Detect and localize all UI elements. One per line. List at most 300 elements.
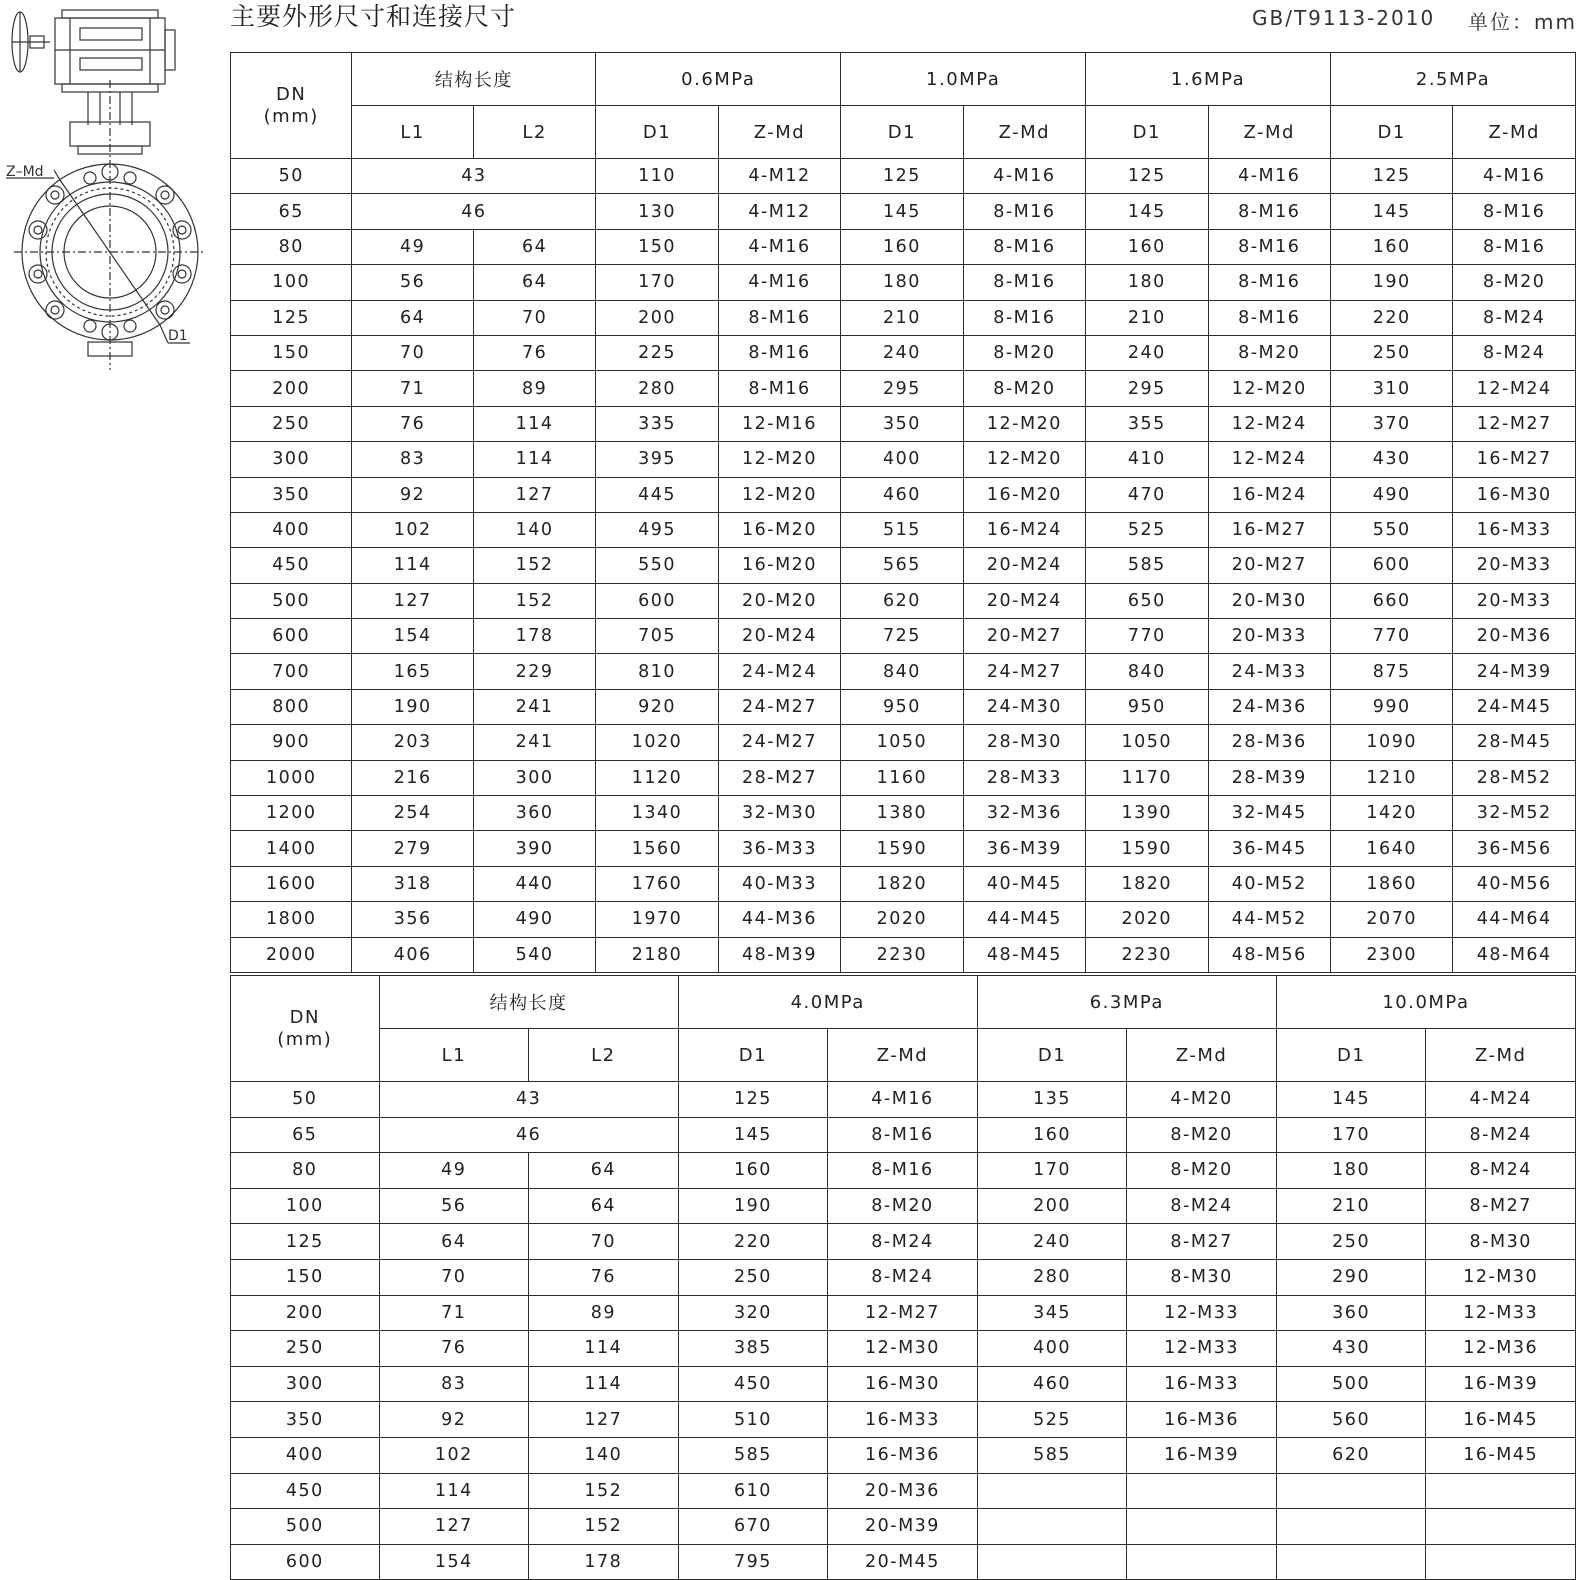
table-cell: 145 [1086, 194, 1208, 229]
table-cell: 12-M33 [1426, 1295, 1576, 1331]
table-cell: 8-M16 [718, 335, 840, 370]
table-cell: 318 [352, 866, 473, 901]
table-cell: 89 [473, 371, 595, 406]
table-row [231, 831, 1576, 866]
table-cell: 400 [977, 1331, 1127, 1367]
table-cell: 16-M33 [1127, 1366, 1277, 1402]
table-cell: 16-M24 [1208, 477, 1330, 512]
table-cell: 20-M33 [1453, 583, 1576, 618]
table-cell: 36-M33 [718, 831, 840, 866]
table-row [231, 1188, 1576, 1224]
table-cell: 550 [1330, 512, 1452, 547]
table-cell: 4-M16 [718, 265, 840, 300]
length-merged-cell: 46 [379, 1117, 678, 1153]
table-row [231, 512, 1576, 547]
table-row [231, 866, 1576, 901]
column-header: D1 [977, 1029, 1127, 1082]
table-row [231, 1473, 1576, 1509]
dn-cell: 450 [231, 1473, 380, 1509]
table-cell: 28-M52 [1453, 760, 1576, 795]
table-cell: 875 [1330, 654, 1452, 689]
table-cell: 770 [1330, 619, 1452, 654]
dn-cell: 600 [231, 1544, 380, 1580]
table-cell: 356 [352, 902, 473, 937]
table-cell: 585 [1086, 548, 1208, 583]
table-cell: 950 [1086, 689, 1208, 724]
table-cell: 70 [352, 335, 473, 370]
table-cell: 24-M33 [1208, 654, 1330, 689]
d1-label: D1 [168, 328, 188, 344]
table-cell: 1390 [1086, 796, 1208, 831]
table-cell: 460 [841, 477, 963, 512]
table-cell: 12-M24 [1453, 371, 1576, 406]
table-cell: 12-M20 [718, 477, 840, 512]
table-cell: 8-M20 [963, 371, 1085, 406]
table-cell: 320 [678, 1295, 828, 1331]
table-cell: 8-M30 [1127, 1259, 1277, 1295]
table-cell: 660 [1330, 583, 1452, 618]
table-cell: 280 [596, 371, 718, 406]
table-cell: 8-M20 [1453, 265, 1576, 300]
dn-cell: 500 [231, 583, 352, 618]
table-cell: 48-M45 [963, 937, 1085, 972]
table-row [231, 1544, 1576, 1580]
table-cell: 152 [473, 548, 595, 583]
table-cell: 16-M24 [963, 512, 1085, 547]
column-header: L1 [379, 1029, 529, 1082]
table-cell: 335 [596, 406, 718, 441]
table-cell: 240 [977, 1224, 1127, 1260]
table-cell: 795 [678, 1544, 828, 1580]
table-cell: 12-M24 [1208, 442, 1330, 477]
table-cell: 430 [1276, 1331, 1426, 1367]
table-cell: 8-M27 [1127, 1224, 1277, 1260]
table-cell: 400 [841, 442, 963, 477]
table-cell: 2230 [1086, 937, 1208, 972]
table-cell: 71 [352, 371, 473, 406]
table-cell: 12-M20 [1208, 371, 1330, 406]
table-cell: 16-M27 [1453, 442, 1576, 477]
dn-header: DN [289, 1006, 320, 1028]
table-cell: 127 [352, 583, 473, 618]
stem-icon [70, 80, 150, 370]
table-cell: 16-M39 [1426, 1366, 1576, 1402]
column-header: D1 [1330, 106, 1452, 159]
table-cell: 16-M30 [828, 1366, 978, 1402]
table-cell: 12-M30 [1426, 1259, 1576, 1295]
column-header: Z-Md [718, 106, 840, 159]
table-cell: 20-M39 [828, 1509, 978, 1545]
table-cell: 1380 [841, 796, 963, 831]
table-cell: 36-M45 [1208, 831, 1330, 866]
table-cell: 8-M27 [1426, 1188, 1576, 1224]
table-cell: 12-M20 [718, 442, 840, 477]
table-cell: 12-M33 [1127, 1295, 1277, 1331]
table-cell: 229 [473, 654, 595, 689]
table-cell: 145 [841, 194, 963, 229]
table-cell: 241 [473, 689, 595, 724]
table-cell: 160 [1330, 229, 1452, 264]
table-cell: 44-M45 [963, 902, 1085, 937]
table-cell: 220 [1330, 300, 1452, 335]
table-row [231, 1117, 1576, 1153]
dn-cell: 65 [231, 1117, 380, 1153]
table-cell: 160 [977, 1117, 1127, 1153]
table-cell: 190 [678, 1188, 828, 1224]
table-cell: 180 [841, 265, 963, 300]
table-row [231, 1437, 1576, 1473]
dn-cell: 1200 [231, 796, 352, 831]
pressure-header: 10.0MPa [1276, 976, 1575, 1029]
dimensions-table-high-pressure [230, 975, 1576, 1580]
table-cell: 76 [473, 335, 595, 370]
table-row [231, 1402, 1576, 1438]
dn-cell: 1600 [231, 866, 352, 901]
table-cell: 44-M64 [1453, 902, 1576, 937]
dn-cell: 1000 [231, 760, 352, 795]
table-cell: 250 [1276, 1224, 1426, 1260]
length-merged-cell: 43 [352, 159, 596, 194]
table-cell: 250 [678, 1259, 828, 1295]
table-cell: 295 [1086, 371, 1208, 406]
table-row [231, 689, 1576, 724]
table-cell: 210 [1086, 300, 1208, 335]
table-cell: 24-M27 [718, 689, 840, 724]
column-header: L2 [529, 1029, 679, 1082]
table-row [231, 406, 1576, 441]
table-cell: 20-M24 [963, 583, 1085, 618]
dn-cell: 2000 [231, 937, 352, 972]
table-cell: 28-M45 [1453, 725, 1576, 760]
table-cell: 450 [678, 1366, 828, 1402]
table-cell: 145 [1330, 194, 1452, 229]
table-cell: 216 [352, 760, 473, 795]
table-cell: 16-M33 [1453, 512, 1576, 547]
dn-cell: 900 [231, 725, 352, 760]
table-cell: 1050 [841, 725, 963, 760]
table-cell: 770 [1086, 619, 1208, 654]
table-row [231, 371, 1576, 406]
table-cell: 8-M16 [1208, 229, 1330, 264]
table-cell: 2230 [841, 937, 963, 972]
table-cell: 70 [473, 300, 595, 335]
table-cell: 20-M20 [718, 583, 840, 618]
table-cell: 200 [977, 1188, 1127, 1224]
table-cell: 460 [977, 1366, 1127, 1402]
table-cell: 8-M16 [963, 265, 1085, 300]
column-header: Z-Md [1127, 1029, 1277, 1082]
table-cell: 1970 [596, 902, 718, 937]
table-cell: 1590 [841, 831, 963, 866]
table-cell: 4-M12 [718, 159, 840, 194]
table-cell: 152 [529, 1509, 679, 1545]
column-header: D1 [1276, 1029, 1426, 1082]
column-header: Z-Md [1208, 106, 1330, 159]
table-cell: 92 [379, 1402, 529, 1438]
table-cell: 385 [678, 1331, 828, 1367]
table-cell: 2180 [596, 937, 718, 972]
sub-header-row [231, 1029, 1576, 1082]
table-cell [1276, 1473, 1426, 1509]
table-cell [977, 1473, 1127, 1509]
dn-header-cell [231, 53, 352, 159]
table-cell: 125 [678, 1082, 828, 1118]
table-cell: 125 [841, 159, 963, 194]
dn-unit: (mm) [263, 105, 319, 127]
table-cell: 135 [977, 1082, 1127, 1118]
table-cell: 64 [379, 1224, 529, 1260]
table-cell: 76 [529, 1259, 679, 1295]
table-cell [1127, 1509, 1277, 1545]
table-cell: 64 [352, 300, 473, 335]
table-cell [1426, 1473, 1576, 1509]
table-cell: 610 [678, 1473, 828, 1509]
table-cell: 4-M16 [1453, 159, 1576, 194]
table-cell: 114 [473, 406, 595, 441]
table-cell: 92 [352, 477, 473, 512]
table-cell: 390 [473, 831, 595, 866]
table-cell: 1420 [1330, 796, 1452, 831]
table-cell: 48-M64 [1453, 937, 1576, 972]
dn-cell: 100 [231, 1188, 380, 1224]
column-header: Z-Md [828, 1029, 978, 1082]
table-cell: 1120 [596, 760, 718, 795]
table-cell: 1590 [1086, 831, 1208, 866]
table-cell: 510 [678, 1402, 828, 1438]
table-cell: 127 [379, 1509, 529, 1545]
table-cell: 16-M30 [1453, 477, 1576, 512]
table-cell: 525 [977, 1402, 1127, 1438]
table-cell: 64 [529, 1153, 679, 1189]
length-merged-cell: 43 [379, 1082, 678, 1118]
table-cell: 8-M20 [1127, 1117, 1277, 1153]
table-cell: 620 [1276, 1437, 1426, 1473]
table-cell: 127 [529, 1402, 679, 1438]
table-cell [1127, 1473, 1277, 1509]
dn-cell: 80 [231, 229, 352, 264]
table-cell: 20-M45 [828, 1544, 978, 1580]
table-cell: 28-M33 [963, 760, 1085, 795]
pressure-header: 6.3MPa [977, 976, 1276, 1029]
table-cell: 170 [596, 265, 718, 300]
table-cell: 4-M20 [1127, 1082, 1277, 1118]
table-cell [1127, 1544, 1277, 1580]
table-cell: 12-M24 [1208, 406, 1330, 441]
table-cell: 127 [473, 477, 595, 512]
table-cell: 32-M36 [963, 796, 1085, 831]
table-cell: 160 [678, 1153, 828, 1189]
table-cell: 89 [529, 1295, 679, 1331]
table-cell: 70 [529, 1224, 679, 1260]
gearbox-icon [55, 10, 175, 92]
table-cell: 83 [379, 1366, 529, 1402]
table-cell: 8-M24 [1453, 335, 1576, 370]
table-cell: 490 [473, 902, 595, 937]
table-cell: 12-M20 [963, 406, 1085, 441]
column-header: Z-Md [1426, 1029, 1576, 1082]
table-cell: 16-M39 [1127, 1437, 1277, 1473]
table-cell: 1170 [1086, 760, 1208, 795]
table-cell: 71 [379, 1295, 529, 1331]
table-cell: 178 [473, 619, 595, 654]
table-cell: 2020 [1086, 902, 1208, 937]
table-cell: 1640 [1330, 831, 1452, 866]
valve-drawing [0, 0, 225, 375]
table-cell: 8-M16 [1208, 194, 1330, 229]
table-cell: 250 [1330, 335, 1452, 370]
table-cell: 24-M27 [963, 654, 1085, 689]
table-cell: 490 [1330, 477, 1452, 512]
table-cell: 203 [352, 725, 473, 760]
standard-code: GB/T9113-2010 [1252, 6, 1436, 30]
table-row [231, 619, 1576, 654]
table-cell: 1160 [841, 760, 963, 795]
table-cell: 350 [841, 406, 963, 441]
table-cell: 12-M20 [963, 442, 1085, 477]
table-cell: 24-M36 [1208, 689, 1330, 724]
table-cell: 154 [379, 1544, 529, 1580]
table-cell: 355 [1086, 406, 1208, 441]
table-row [231, 1153, 1576, 1189]
table-cell: 36-M39 [963, 831, 1085, 866]
table-cell: 114 [379, 1473, 529, 1509]
dn-cell: 250 [231, 1331, 380, 1367]
table-cell: 300 [473, 760, 595, 795]
dn-cell: 50 [231, 159, 352, 194]
table-cell: 170 [977, 1153, 1127, 1189]
table-cell: 500 [1276, 1366, 1426, 1402]
table-cell: 24-M27 [718, 725, 840, 760]
table-cell: 565 [841, 548, 963, 583]
table-cell: 8-M16 [1453, 229, 1576, 264]
table-cell: 40-M33 [718, 866, 840, 901]
dn-unit: (mm) [277, 1028, 333, 1050]
table-cell: 1820 [1086, 866, 1208, 901]
unit-label: 单位：mm [1468, 10, 1577, 34]
table-cell: 40-M56 [1453, 866, 1576, 901]
table-row [231, 229, 1576, 264]
dn-cell: 125 [231, 300, 352, 335]
table-cell: 600 [596, 583, 718, 618]
table-cell: 40-M52 [1208, 866, 1330, 901]
table-cell: 114 [529, 1366, 679, 1402]
table-cell: 445 [596, 477, 718, 512]
table-cell: 1560 [596, 831, 718, 866]
table-row [231, 1366, 1576, 1402]
table-cell: 360 [473, 796, 595, 831]
table-cell: 240 [841, 335, 963, 370]
table-cell: 240 [1086, 335, 1208, 370]
table-cell: 160 [841, 229, 963, 264]
dn-cell: 450 [231, 548, 352, 583]
table-cell: 360 [1276, 1295, 1426, 1331]
table-cell: 670 [678, 1509, 828, 1545]
table-cell: 515 [841, 512, 963, 547]
table-cell: 125 [1330, 159, 1452, 194]
table-cell: 8-M16 [963, 194, 1085, 229]
table-cell [1426, 1544, 1576, 1580]
table-cell: 406 [352, 937, 473, 972]
table-cell: 8-M16 [1208, 265, 1330, 300]
pressure-header: 0.6MPa [596, 53, 841, 106]
table-cell: 8-M16 [718, 371, 840, 406]
table-cell: 4-M16 [963, 159, 1085, 194]
table-cell: 550 [596, 548, 718, 583]
table-cell: 165 [352, 654, 473, 689]
dn-cell: 125 [231, 1224, 380, 1260]
table-row [231, 796, 1576, 831]
table-cell: 4-M12 [718, 194, 840, 229]
table-cell: 190 [1330, 265, 1452, 300]
table-cell: 16-M45 [1426, 1437, 1576, 1473]
dn-cell: 200 [231, 371, 352, 406]
table-cell: 12-M16 [718, 406, 840, 441]
length-header: 结构长度 [379, 976, 678, 1029]
table-row [231, 1259, 1576, 1295]
table-cell: 152 [529, 1473, 679, 1509]
table-cell: 12-M33 [1127, 1331, 1277, 1367]
dn-cell: 400 [231, 512, 352, 547]
table-cell: 395 [596, 442, 718, 477]
dn-cell: 1800 [231, 902, 352, 937]
table-cell: 44-M52 [1208, 902, 1330, 937]
table-cell: 295 [841, 371, 963, 406]
table-row [231, 760, 1576, 795]
table-cell: 310 [1330, 371, 1452, 406]
table-cell: 56 [379, 1188, 529, 1224]
table-cell: 4-M16 [828, 1082, 978, 1118]
table-row [231, 725, 1576, 760]
table-cell: 705 [596, 619, 718, 654]
column-header: Z-Md [963, 106, 1085, 159]
dn-cell: 350 [231, 477, 352, 512]
dn-cell: 300 [231, 1366, 380, 1402]
table-cell: 210 [841, 300, 963, 335]
table-cell: 241 [473, 725, 595, 760]
table-cell: 1340 [596, 796, 718, 831]
table-cell: 8-M20 [963, 335, 1085, 370]
table-row [231, 335, 1576, 370]
table-cell: 1820 [841, 866, 963, 901]
table-cell: 16-M27 [1208, 512, 1330, 547]
column-header: L2 [473, 106, 595, 159]
table-cell: 495 [596, 512, 718, 547]
table-cell: 560 [1276, 1402, 1426, 1438]
table-cell: 64 [529, 1188, 679, 1224]
table-cell: 154 [352, 619, 473, 654]
table-cell: 16-M20 [718, 512, 840, 547]
table-cell: 8-M24 [1426, 1117, 1576, 1153]
table-row [231, 902, 1576, 937]
table-cell: 16-M33 [828, 1402, 978, 1438]
table-cell: 24-M24 [718, 654, 840, 689]
pressure-header: 1.0MPa [841, 53, 1086, 106]
table-cell: 20-M24 [718, 619, 840, 654]
dn-cell: 700 [231, 654, 352, 689]
table-cell: 20-M30 [1208, 583, 1330, 618]
column-header: D1 [678, 1029, 828, 1082]
table-cell: 840 [1086, 654, 1208, 689]
table-row [231, 300, 1576, 335]
table-cell: 28-M30 [963, 725, 1085, 760]
table-cell: 370 [1330, 406, 1452, 441]
table-row [231, 159, 1576, 194]
table-cell: 8-M16 [828, 1153, 978, 1189]
table-cell: 160 [1086, 229, 1208, 264]
table-cell: 48-M39 [718, 937, 840, 972]
pressure-header: 1.6MPa [1086, 53, 1331, 106]
dn-cell: 500 [231, 1509, 380, 1545]
